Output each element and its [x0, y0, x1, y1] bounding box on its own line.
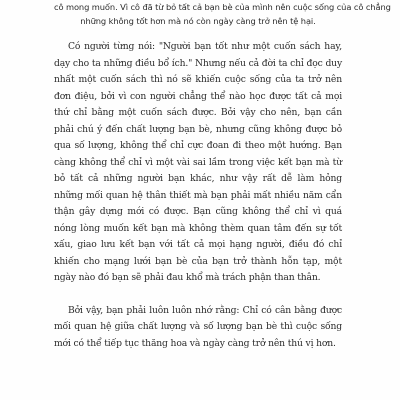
paragraph-friendship-books: Có người từng nói: "Người bạn tốt như một cuốn sách hay, dạy cho ta những điều bổ ích." Nhưng nếu cả đời ta chỉ đọc duy nhất một cuốn sách thì nó sẽ khiến cuộc sống của ta trở nên đơn điệu, bởi vì con người chẳng thể nào học được tất cả mọi thứ chỉ bằng một cuốn sách được. Bởi vậy cho nên, bạn cần phải chú ý đến chất lượng bạn bè, nhưng cũng không được bỏ qua số lượng, không thể chỉ cực đoan đi theo một hướng. Bạn càng không thể chỉ vì một vài sai lầm trong việc kết bạn mà từ bỏ tất cả những người bạn khác, như vậy rất dễ làm hỏng những mối quan hệ thân thiết mà bạn phải mất nhiều năm cẩn thận gây dựng mới có được. Bạn cũng không thể chỉ vì quá nóng lòng muốn kết bạn mà không thèm quan tâm đến sự tốt xấu, giao lưu kết bạn với tất cả mọi hạng người, điều đó chỉ khiến cho mạng lưới bạn bè của bạn trở thành hỗn tạp, một ngày nào đó bạn sẽ phải đau khổ mà trách phận than thân.: [54, 41, 342, 283]
continued-line-2: những không tốt hơn mà nó còn ngày càng trở nên tệ hại.: [80, 16, 316, 26]
page-body: [54, 39, 342, 352]
paragraph-conclusion: Bởi vậy, bạn phải luôn luôn nhớ rằng: Chỉ có cân bằng được mối quan hệ giữa chất lượng và số lượng bạn bè thì cuộc sống mới có thể tiếp tục thăng hoa và ngày càng trở nên thú vị hơn.: [54, 304, 342, 349]
continued-paragraph: [54, 2, 391, 29]
continued-line-1: cô mong muốn. Vì cô đã từ bỏ tất cả bạn bè của mình nên cuộc sống của cô chẳng: [54, 2, 391, 12]
